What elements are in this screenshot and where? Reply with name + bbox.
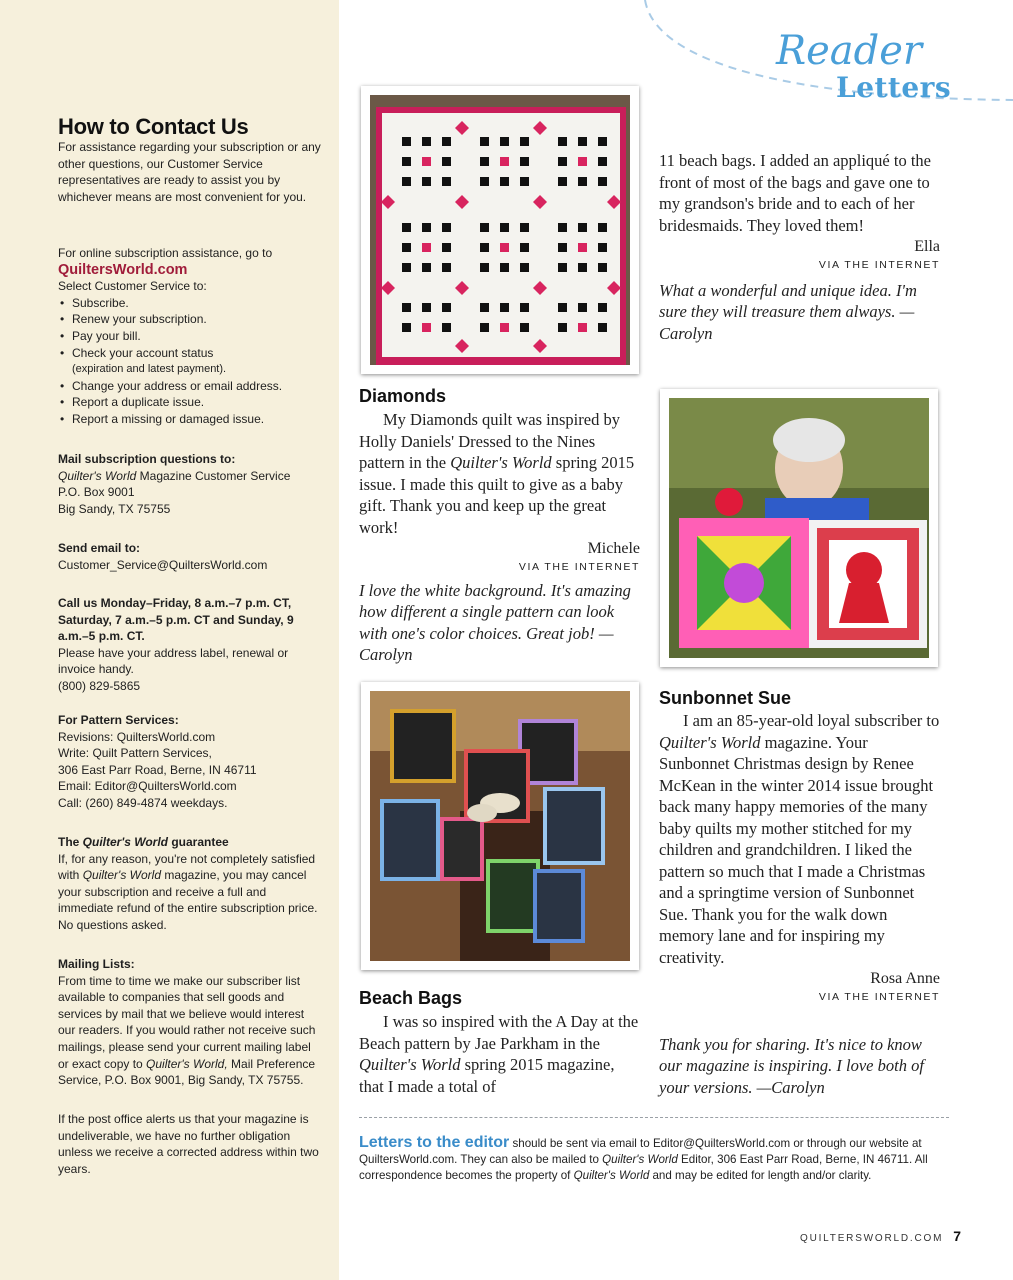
diamonds-letter <box>359 409 640 666</box>
mailing-heading: Mailing Lists: <box>58 957 135 971</box>
list-item: • Change your address or email address. <box>58 378 324 395</box>
beach-bags-continued: 11 beach bags. I added an appliqué to the front of most of the bags and gave one to my grandson's bride and to each of her bridesmaids. They loved them! <box>659 151 932 235</box>
pattern-heading: For Pattern Services: <box>58 713 179 727</box>
pattern-line: Revisions: QuiltersWorld.com <box>58 729 216 744</box>
email-address[interactable]: Customer_Service@QuiltersWorld.com <box>58 557 268 572</box>
beach-bags-body: I was so inspired with the A Day at the Beach pattern by Jae Parkham in the Quilter's World spring 2015 magazine, that I made a total of <box>359 1012 639 1096</box>
mail-section <box>58 451 324 517</box>
pattern-line: 306 East Parr Road, Berne, IN 46711 <box>58 762 257 777</box>
list-item: • Report a missing or damaged issue. <box>58 411 324 428</box>
sidebar-intro: For assistance regarding your subscription or any other questions, our Customer Service representatives are ready to assist you by whichever means are most convenient for you. <box>58 140 321 204</box>
mailing-body: From time to time we make our subscriber list available to companies that sell goods and services by mail that we believe would interest our readers. If you would rather not receive such mailings, please send your current mailing label or exact copy to Quilter's World, Mail Preference Service, P.O. Box 9001, Big Sandy, TX 75755. <box>58 973 316 1088</box>
sunbonnet-letter <box>659 710 940 1098</box>
sunbonnet-heading: Sunbonnet Sue <box>659 688 791 708</box>
phone-number: (800) 829-5865 <box>58 678 141 693</box>
sunbonnet-reply: Thank you for sharing. It's nice to know our magazine is inspiring. I love both of your versions. —Carolyn <box>659 1034 924 1097</box>
sunbonnet-signature: Rosa Anne <box>870 970 940 987</box>
pattern-section <box>58 712 324 812</box>
diamonds-reply: I love the white background. It's amazing how different a single pattern can look with one's color choices. Great job! —Carolyn <box>359 580 631 664</box>
list-item: • Subscribe. <box>58 295 324 312</box>
postoffice-note: If the post office alerts us that your magazine is undeliverable, we have no further obligation unless we receive a corrected address within two years. <box>58 1112 319 1176</box>
beach-bags-letter-continued <box>659 150 940 344</box>
guarantee-body: If, for any reason, you're not completely satisfied with Quilter's World magazine, you may cancel your subscription and receive a full and immediate refund of the entire subscription price. No questions asked. <box>58 851 318 932</box>
page-footer <box>800 1228 961 1244</box>
mail-line-3: Big Sandy, TX 75755 <box>58 501 171 516</box>
beach-bags-photo <box>361 682 639 970</box>
diamonds-heading: Diamonds <box>359 386 447 406</box>
sidebar-title: How to Contact Us <box>58 114 249 139</box>
sunbonnet-photo <box>660 389 938 667</box>
sunbonnet-image <box>669 398 929 658</box>
call-section <box>58 595 324 695</box>
mail-line-1: Quilter's World Magazine Customer Service <box>58 468 291 483</box>
diamonds-signature: Michele <box>587 540 640 557</box>
online-lead: For online subscription assistance, go to <box>58 246 273 260</box>
customer-service-list <box>58 295 324 428</box>
sunbonnet-body: I am an 85-year-old loyal subscriber to Quilter's World magazine. Your Sunbonnet Christmas design by Renee McKean in the winter 2014 issue brought back many happy memories of the many baby quilts my mother stitched for my children and grandchildren. I liked the pattern so much that I made a Christmas and a springtime version of Sunbonnet Sue. Thank you for the walk down memory lane and for inspiring my creativity. <box>659 711 940 967</box>
page-number: 7 <box>953 1228 961 1244</box>
pattern-line: Email: Editor@QuiltersWorld.com <box>58 779 237 794</box>
beach-bags-letter-start <box>359 1011 640 1097</box>
email-section <box>58 540 324 573</box>
beach-bags-via: VIA THE INTERNET <box>818 258 940 271</box>
list-item: • Check your account status <box>58 345 324 362</box>
select-lead: Select Customer Service to: <box>58 279 207 294</box>
letters-title: Letters <box>836 71 952 104</box>
list-item: • Renew your subscription. <box>58 311 324 328</box>
footer-divider <box>359 1117 949 1118</box>
site-name: QUILTERSWORLD.COM <box>800 1233 944 1244</box>
reader-title: Reader <box>776 28 923 74</box>
letters-to-editor-note: Letters to the editor should be sent via email to Editor@QuiltersWorld.com or through our website at QuiltersWorld.com. They can also be mailed to Quilter's World Editor, 306 East Parr Road, Berne, IN 46711. All correspondence becomes the property of Quilter's World and may be edited for length and/or clarity. <box>359 1134 928 1182</box>
beach-bags-image <box>370 691 630 961</box>
diamonds-quilt-image <box>370 95 630 365</box>
letters-to-editor-label: Letters to the editor <box>359 1134 510 1151</box>
pattern-line: Write: Quilt Pattern Services, <box>58 746 212 761</box>
list-item: • Report a duplicate issue. <box>58 394 324 411</box>
call-body: Please have your address label, renewal or invoice handy. <box>58 645 289 677</box>
diamonds-quilt-photo <box>361 86 639 374</box>
pattern-line: Call: (260) 849-4874 weekdays. <box>58 795 228 810</box>
mail-line-2: P.O. Box 9001 <box>58 485 135 500</box>
mailing-section <box>58 956 324 1089</box>
beach-bags-signature: Ella <box>914 238 940 255</box>
sunbonnet-via: VIA THE INTERNET <box>818 990 940 1003</box>
diamonds-body: My Diamonds quilt was inspired by Holly Daniels' Dressed to the Nines pattern in the Quilter's World spring 2015 issue. I made this quilt to give as a baby gift. Thank you and keep up the great work! <box>359 410 635 537</box>
email-heading: Send email to: <box>58 541 141 555</box>
list-item: (expiration and latest payment). <box>72 363 227 376</box>
diamonds-via: VIA THE INTERNET <box>518 560 640 573</box>
quiltersworld-link[interactable]: QuiltersWorld.com <box>58 261 188 278</box>
beach-bags-heading: Beach Bags <box>359 988 463 1008</box>
mail-heading: Mail subscription questions to: <box>58 452 236 466</box>
online-section <box>58 245 324 428</box>
guarantee-heading: The Quilter's World guarantee <box>58 835 229 849</box>
guarantee-section <box>58 834 324 934</box>
list-item: • Pay your bill. <box>58 328 324 345</box>
call-heading: Call us Monday–Friday, 8 a.m.–7 p.m. CT, Saturday, 7 a.m.–5 p.m. CT and Sunday, 9 a.m.–5 p.m. CT. <box>58 596 294 644</box>
beach-bags-reply: What a wonderful and unique idea. I'm sure they will treasure them always. —Carolyn <box>659 280 917 343</box>
